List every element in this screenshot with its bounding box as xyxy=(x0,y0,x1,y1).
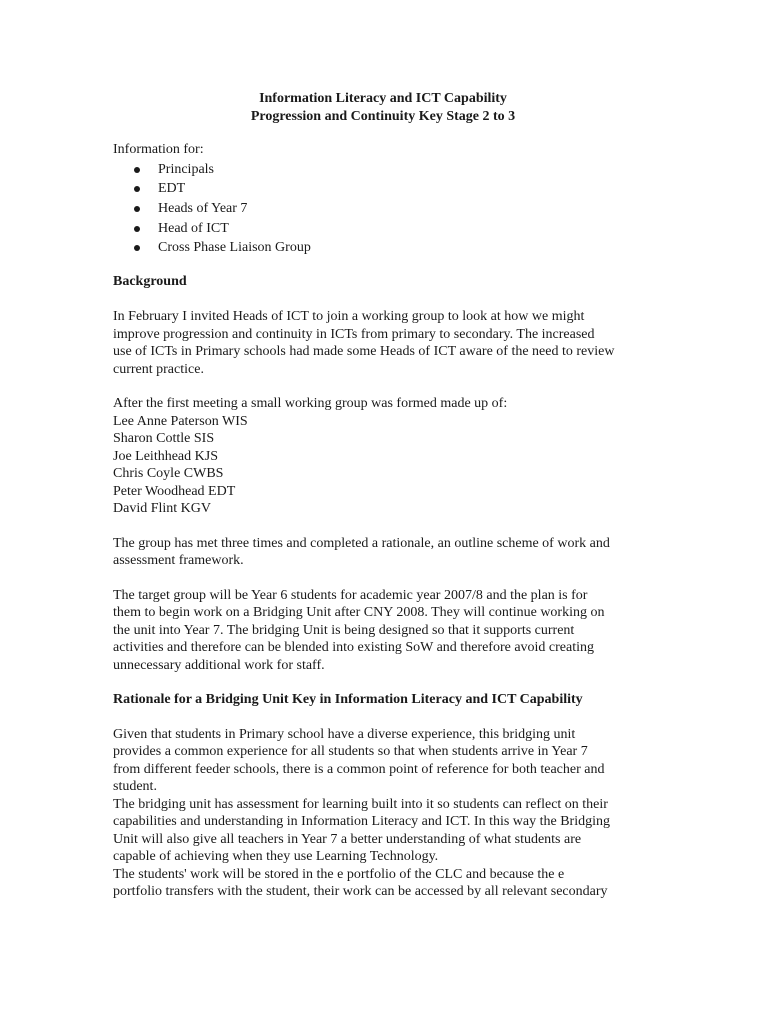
list-item: Heads of Year 7 xyxy=(113,199,653,219)
member-name: Lee Anne Paterson WIS xyxy=(113,413,248,429)
bullet-icon xyxy=(134,206,140,212)
background-heading: Background xyxy=(113,273,187,289)
bullet-icon xyxy=(134,186,140,192)
list-item: Principals xyxy=(113,160,653,180)
list-item: Head of ICT xyxy=(113,219,653,239)
background-paragraph-3: The group has met three times and completed a rationale, an outline scheme of work and assessment framework. xyxy=(113,535,610,569)
list-item: EDT xyxy=(113,179,653,199)
title-line-2: Progression and Continuity Key Stage 2 to 3 xyxy=(250,108,516,124)
member-name: Joe Leithhead KJS xyxy=(113,448,218,464)
bullet-icon xyxy=(134,167,140,173)
title-line-1: Information Literacy and ICT Capability xyxy=(259,91,507,106)
member-name: Peter Woodhead EDT xyxy=(113,483,236,499)
member-name: Sharon Cottle SIS xyxy=(113,431,215,447)
information-for-label: Information for: xyxy=(113,142,204,157)
background-paragraph-1: In February I invited Heads of ICT to join a working group to look at how we might improve progression and continuity in ICTs from primary to secondary. The increased use of ICTs in Primary schools had made some Heads of ICT aware of the need to review current practice. xyxy=(113,309,615,377)
rationale-heading: Rationale for a Bridging Unit Key in Information Literacy and ICT Capability xyxy=(113,692,583,708)
document-page xyxy=(113,90,653,901)
information-for-section xyxy=(113,141,653,258)
member-name: Chris Coyle CWBS xyxy=(113,466,224,482)
audience-list xyxy=(113,160,653,258)
background-paragraph-4: The target group will be Year 6 students for academic year 2007/8 and the plan is for them to begin work on a Bridging Unit after CNY 2008. They will continue working on the unit into Year 7. The bridging Unit is being designed so that it supports current activities and therefore can be blended into existing SoW and therefore avoid creating unnecessary additional work for staff. xyxy=(113,587,605,673)
list-item: Cross Phase Liaison Group xyxy=(113,238,653,258)
rationale-paragraph: Given that students in Primary school have a diverse experience, this bridging unit provides a common experience for all students so that when students arrive in Year 7 from different feeder schools, there is a common point of reference for both teacher and student. The bridging unit has assessment for learning built into it so students can reflect on their capabilities and understanding in Information Literacy and ICT. In this way the Bridging Unit will also give all teachers in Year 7 a better understanding of what students are capable of achieving when they use Learning Technology. The students' work will be stored in the e portfolio of the CLC and because the e portfolio transfers with the student, their work can be accessed by all relevant secondary xyxy=(113,726,610,900)
bullet-icon xyxy=(134,245,140,251)
document-title xyxy=(113,90,653,125)
working-group-paragraph xyxy=(113,395,653,518)
member-name: David Flint KGV xyxy=(113,501,211,517)
working-group-intro: After the first meeting a small working group was formed made up of: xyxy=(113,396,508,412)
bullet-icon xyxy=(134,226,140,232)
